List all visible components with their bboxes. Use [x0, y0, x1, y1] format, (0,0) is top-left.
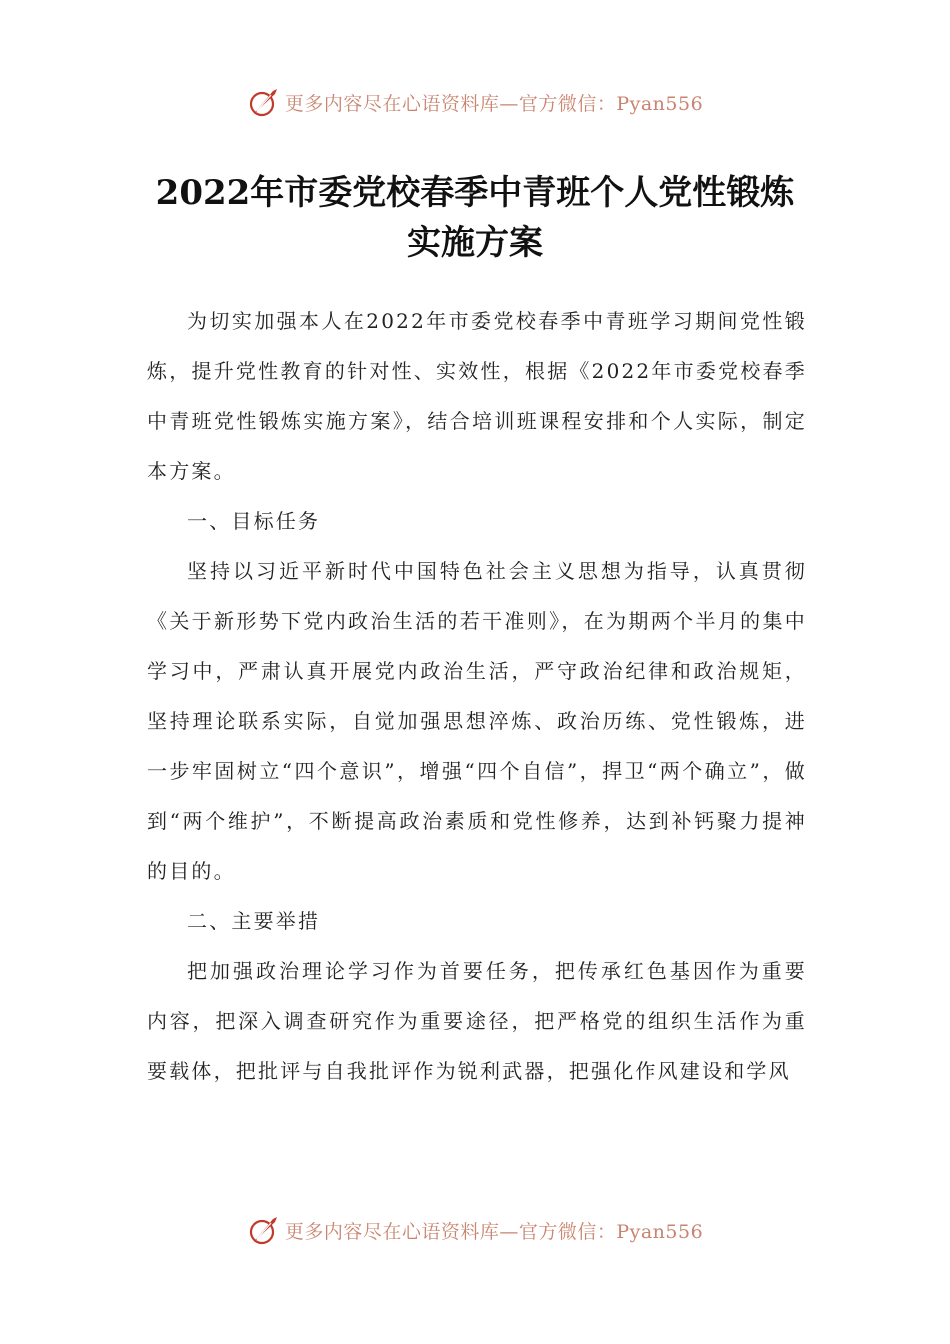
watermark-text: 更多内容尽在心语资料库—官方微信：Pyan556 [284, 1220, 704, 1243]
paragraph-goals: 坚持以习近平新时代中国特色社会主义思想为指导，认真贯彻《关于新形势下党内政治生活的若干准则》，在为期两个半月的集中学习中，严肃认真开展党内政治生活，严守政治纪律和政治规矩，坚持理论联系实际，自觉加强思想淬炼、政治历练、党性锻炼，进一步牢固树立“四个意识”，增强“四个自信”，捍卫“两个确立”，做到“两个维护”，不断提高政治素质和党性修养，达到补钙聚力提神的目的。 [147, 559, 807, 883]
watermark-header [0, 82, 950, 122]
section-heading-2: 二、主要举措 [187, 909, 321, 933]
paragraph-intro: 为切实加强本人在2022年市委党校春季中青班学习期间党性锻炼，提升党性教育的针对性、实效性，根据《2022年市委党校春季中青班党性锻炼实施方案》，结合培训班课程安排和个人实际，制定本方案。 [147, 309, 807, 483]
watermark-text: 更多内容尽在心语资料库—官方微信：Pyan556 [284, 92, 704, 115]
quill-pen-in-circle-icon [247, 1213, 281, 1247]
section-heading-1: 一、目标任务 [187, 509, 321, 533]
document-body [147, 296, 807, 1096]
watermark-footer [0, 1210, 950, 1250]
document-title [100, 168, 850, 268]
title-line-2: 实施方案 [407, 223, 543, 263]
title-line-1: 2022年市委党校春季中青班个人党性锻炼 [155, 173, 795, 213]
paragraph-measures: 把加强政治理论学习作为首要任务，把传承红色基因作为重要内容，把深入调查研究作为重要途径，把严格党的组织生活作为重要载体，把批评与自我批评作为锐利武器，把强化作风建设和学风 [147, 959, 807, 1083]
quill-pen-in-circle-icon [247, 85, 281, 119]
